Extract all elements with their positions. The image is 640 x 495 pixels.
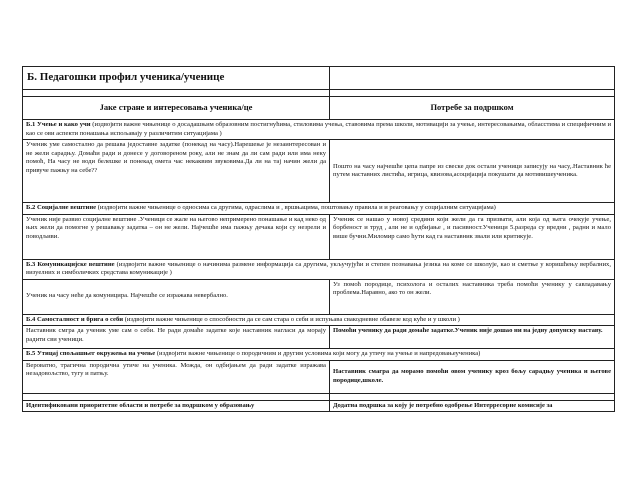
section-title: Б. Педагошки профил ученика/ученице — [23, 67, 330, 90]
section-heading-label: Б.4 Самосталност и брига о себи — [26, 315, 124, 323]
support-cell-b2: Ученик се нашао у новој средини који жели да га призвати, али која од њега очекује учење, борбеност и труд , али не и одбијање , и пасивност.Ученици 5.разреда су вредни , радни и мало више бучни.Миломир само ћути кад га наставник звали или критикује. — [330, 214, 615, 259]
section-heading-row — [23, 314, 615, 326]
section-content-row — [23, 279, 615, 314]
section-heading-text: (издвојити важне чињенице о породичним и другим условима који могу да утичу на учење и напредовањеученика) — [155, 350, 481, 357]
footer-priorities-cell: Идентификовани приоритетне области и потребе за подршком у образовању — [23, 400, 330, 412]
footer-additional-support-cell: Додатна подршка за коју је потребно одобрење Интерресорне комисије за — [330, 400, 615, 412]
section-heading-b5 — [23, 349, 615, 361]
spacer-row — [23, 393, 615, 400]
section-heading-label: Б.2 Социјалне вештине — [26, 204, 97, 211]
section-content-row — [23, 360, 615, 393]
section-heading-row — [23, 259, 615, 279]
pedagogical-profile-document — [22, 66, 614, 412]
spacer-cell — [330, 90, 615, 97]
strengths-cell-b3: Ученик на часу неће да комуницира. Најчешће се изражава невербално. — [23, 279, 330, 314]
spacer-row — [23, 90, 615, 97]
column-header-strengths: Јаке стране и интересовања ученика/це — [23, 97, 330, 120]
section-heading-row — [23, 120, 615, 140]
title-empty-cell — [330, 67, 615, 90]
spacer-cell — [330, 393, 615, 400]
section-heading-row — [23, 203, 615, 215]
spacer-cell — [23, 90, 330, 97]
section-heading-text: (издвојити важне чињенице о односима са другима, одраслима и , вршњацима, поштовању правила и и реаговању у социјалним ситуацијама) — [96, 204, 496, 211]
section-heading-b4 — [23, 314, 615, 326]
profile-table — [22, 66, 615, 412]
section-heading-text: (издвојити важне чињенице о начинима размене информација са другима, укључујући и степен познавања језика на коме се школује, као и сметње у коришћењу вербалних, визуелних и симболичких средстава комуникације ) — [26, 260, 611, 276]
section-heading-text: (издвојити важне чињенице о способности да се сам стара о себи и испуњава свакодневне обавезе код куће и у школи ) — [123, 315, 460, 323]
section-content-row — [23, 326, 615, 349]
strengths-cell-b1: Ученик уме самостално да решава једоставне задатке (понекад на часу).Нарешење је незаинтересован и не жели сарадњу. Домаћи ради и донесе у договореном року, али не знам да ли сам ради или има неку помоћ, На часу не води белешке и понекад омета час некаквим звуковима.Да ли на тај начин жели да привуче пажњу на себе?? — [23, 140, 330, 203]
section-heading-label: Б.5 Утицај спољашњег окружења на учење — [26, 350, 156, 357]
support-cell-b3: Уз помоћ породице, психолога и осталих наставника треба помоћи ученику у савладавању проблема.Наравно, ако то он жели. — [330, 279, 615, 314]
support-cell-b4: Помоћи ученику да ради домаће задатке.Ученик није дошао ни на једну допунску наставу. — [330, 326, 615, 349]
column-header-support-needs: Потребе за подршком — [330, 97, 615, 120]
column-header-row — [23, 97, 615, 120]
section-heading-label: Б.3 Комуникацијске вештине — [26, 260, 115, 268]
section-heading-b2 — [23, 203, 615, 215]
title-row — [23, 67, 615, 90]
section-content-row — [23, 140, 615, 203]
strengths-cell-b2: Ученик није развио социјалне вештине .Ученици се жале на његово непримерено понашање и кад неко од њих жели да помогне у решавању задатка – он не жели. Најчешће има пажњу дечака који су незрели и поводљиви. — [23, 214, 330, 259]
strengths-cell-b5: Вероватно, трагична породична утиче на ученика. Можда, он одбијањем да ради задатке изражава незадовољство, тугу и патњу. — [23, 360, 330, 393]
footer-row — [23, 400, 615, 412]
section-heading-b3 — [23, 259, 615, 279]
section-heading-text: (издвојити важне чињенице о досадашњим образовним постигнућима, стиловима учења, ставовима према школи, мотивацији за учење, интересовањима, обласстима и специфичним и као се ови аспекти понашања испољавају у различитим ситуацијама ) — [26, 121, 612, 137]
support-cell-b1: Пошто на часу најчешће цепа папре из свеске док остали ученици записују на часу,.Наставник ће путем наставних листића, игрица, квизова,асоцијација покушати да мотивишеученика. — [330, 140, 615, 203]
section-heading-b1 — [23, 120, 615, 140]
section-heading-label: Б.1 Учење и како учи — [26, 121, 91, 128]
support-cell-b5: Наставник смагра да морамо помоћи овом ученику кроз бољу сарадњу ученика и његове породице,школе. — [330, 360, 615, 393]
section-content-row — [23, 214, 615, 259]
strengths-cell-b4: Наставник смгра да ученик уме сам о себи. Не ради домаће задатке које наставник нагласи да морају радити сви ученици. — [23, 326, 330, 349]
spacer-cell — [23, 393, 330, 400]
section-heading-row — [23, 349, 615, 361]
